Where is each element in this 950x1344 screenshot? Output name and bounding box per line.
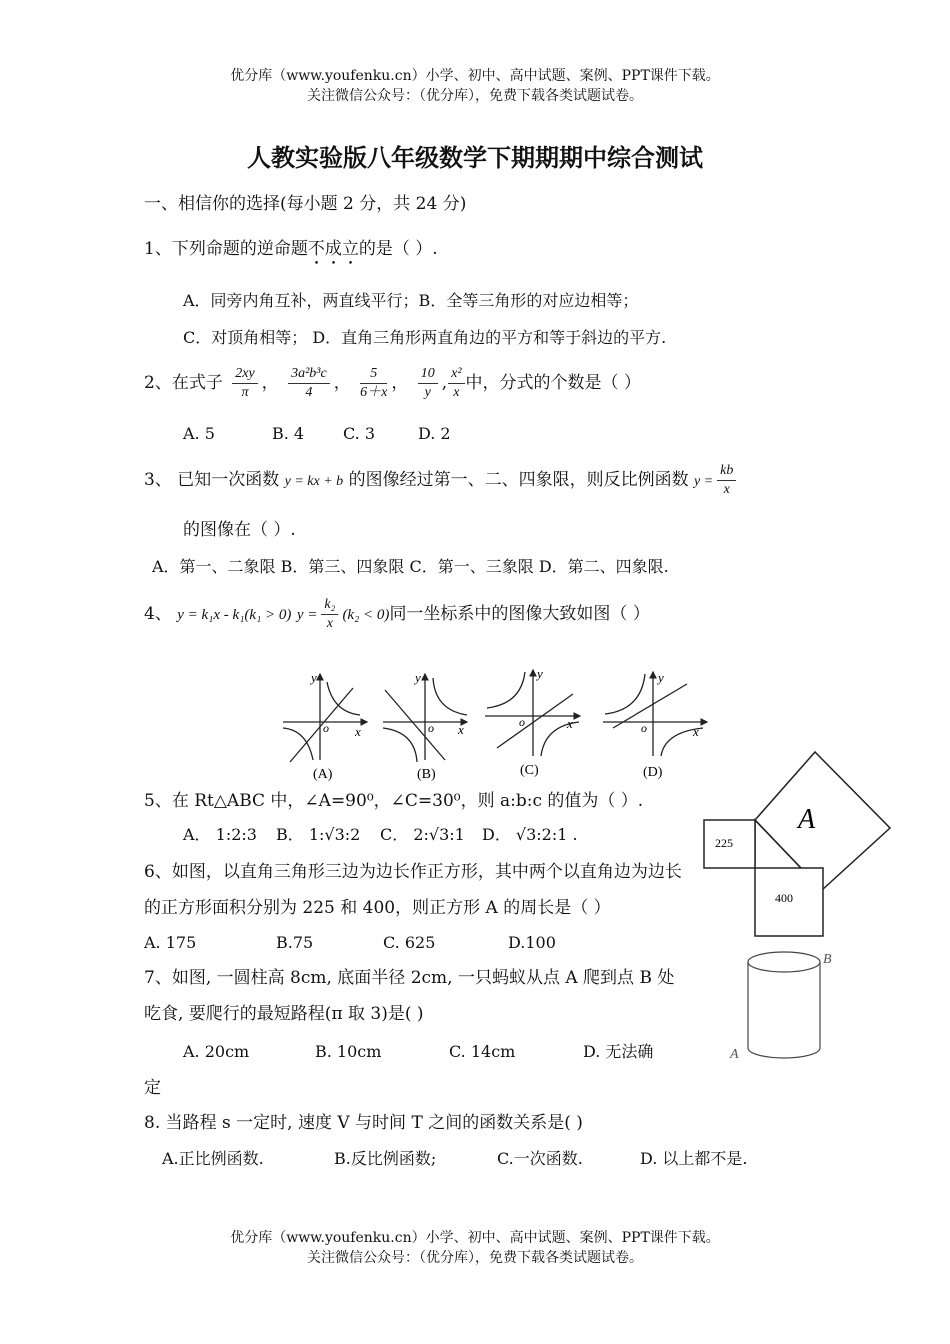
- q2-fraction-3: $\frac{5}{6+x}$: [360, 366, 388, 400]
- q7-line-1: 7、如图, 一圆柱高 8cm, 底面半径 2cm, 一只蚂蚁从点 A 爬到点 B 处: [144, 968, 675, 988]
- q8-option-b: B.反比例函数;: [334, 1149, 437, 1168]
- q1-emphasis: 不成立: [307, 239, 359, 259]
- q2-fraction-1: $\frac{2xy}{\pi}$: [232, 365, 257, 402]
- section-heading: 一、相信你的选择(每小题 2 分，共 24 分): [144, 194, 467, 214]
- q6-line-1: 6、如图，以直角三角形三边为边长作正方形，其中两个以直角边为边长: [144, 862, 682, 882]
- q8-option-d: D. 以上都不是.: [640, 1149, 748, 1168]
- q7-line-2: 吃食, 要爬行的最短路程(π 取 3)是( ): [144, 1004, 424, 1024]
- graph-c-label: (C): [520, 763, 539, 778]
- graph-d-x-label: x: [693, 724, 699, 739]
- q8-option-a: A.正比例函数.: [162, 1149, 264, 1168]
- q4-fraction: $\frac{\text{k₂}}{x}$: [321, 596, 338, 633]
- graph-a: [283, 674, 367, 762]
- q6-option-b: B.75: [276, 933, 314, 952]
- graph-a-y-label: y: [311, 670, 317, 685]
- page-title: 人教实验版八年级数学下期期期中综合测试: [247, 144, 703, 172]
- q1-post: 的是（ ）.: [358, 239, 438, 259]
- question-2: 2、在式子 $\frac{2xy}{\pi}$ ， $\frac{\text{3a²b³c}}{4}$ ， $\frac{5}{6+x}$ ， $\frac{10}{y}$ , $\frac{\text{x²}}{x}$ 中，分式的个数是（ ）: [144, 366, 641, 400]
- q7-tail: 定: [144, 1078, 161, 1098]
- question-4: [144, 596, 650, 633]
- graph-c-origin: o: [519, 715, 525, 729]
- cylinder-point-b: B: [823, 952, 832, 967]
- q6-option-a: A. 175: [144, 933, 197, 952]
- q2-fraction-5: $\frac{\text{x²}}{x}$: [448, 365, 464, 402]
- q8-option-c: C.一次函数.: [497, 1149, 583, 1168]
- q4-pre: 4、: [144, 604, 172, 624]
- header-line-2: 关注微信公众号：（优分库），免费下载各类试题试卷。: [307, 88, 643, 104]
- q7-option-a: A. 20cm: [183, 1042, 250, 1061]
- q5-option-d: D． √3:2:1 .: [482, 825, 578, 844]
- q6-squares-figure: [700, 750, 900, 950]
- q6-option-d: D.100: [508, 933, 556, 952]
- question-3: [144, 460, 740, 502]
- q7-option-b: B. 10cm: [315, 1042, 382, 1061]
- graph-b-y-label: y: [415, 670, 421, 685]
- graph-c-y-label: y: [537, 666, 543, 681]
- graph-a-label: (A): [313, 767, 333, 782]
- footer-line-1: 优分库（www.youfenku.cn）小学、初中、高中试题、案例、PPT课件下载。: [230, 1230, 720, 1246]
- graph-b: [383, 674, 467, 762]
- q2-post: 中，分式的个数是（ ）: [465, 373, 641, 393]
- q2-pre: 2、在式子: [144, 373, 223, 393]
- q5-option-a: A． 1:2:3: [183, 825, 257, 844]
- graph-b-label: (B): [417, 767, 436, 782]
- q3-fraction: $\frac{kb}{x}$: [717, 462, 736, 499]
- footer-line-2: 关注微信公众号：（优分库），免费下载各类试题试卷。: [307, 1250, 643, 1266]
- q7-cylinder-figure: [720, 940, 850, 1070]
- q2-option-b: B. 4: [272, 424, 305, 443]
- q5-option-b: B． 1:√3:2: [276, 825, 361, 844]
- q6-line-2: 的正方形面积分别为 225 和 400，则正方形 A 的周长是（ ）: [144, 898, 611, 918]
- q3-mid: 的图像经过第一、二、四象限，则反比例函数: [348, 470, 689, 490]
- q3-inverse-eq: y =: [694, 474, 714, 489]
- q4-post: 同一坐标系中的图像大致如图（ ）: [389, 604, 650, 624]
- q2-fraction-2: $\frac{\text{3a²b³c}}{4}$: [288, 365, 330, 402]
- graph-d-label: (D): [643, 765, 663, 780]
- graph-c-x-label: x: [567, 716, 573, 731]
- q7-option-c: C. 14cm: [449, 1042, 516, 1061]
- question-8: 8. 当路程 s 一定时, 速度 V 与时间 T 之间的函数关系是( ): [144, 1113, 583, 1133]
- graph-d-origin: o: [641, 721, 647, 735]
- q2-option-c: C. 3: [343, 424, 376, 443]
- square-400-label: 400: [775, 891, 793, 905]
- graph-b-x-label: x: [458, 722, 464, 737]
- graph-d: [603, 672, 707, 756]
- q2-option-a: A. 5: [183, 424, 215, 443]
- q3-line-2: 的图像在（ ）.: [183, 520, 296, 540]
- header-line-1: 优分库（www.youfenku.cn）小学、初中、高中试题、案例、PPT课件下载。: [230, 68, 720, 84]
- q3-options: A．第一、二象限 B．第三、四象限 C．第一、三象限 D．第二、四象限.: [152, 557, 669, 576]
- graph-c: [485, 670, 580, 756]
- graph-a-origin: o: [323, 721, 329, 735]
- q2-fraction-4: $\frac{10}{y}$: [418, 365, 438, 402]
- q4-graph-figure: [275, 660, 715, 785]
- q1-options-ab: A．同旁内角互补，两直线平行；B．全等三角形的对应边相等；: [183, 291, 639, 310]
- question-5: 5、在 Rt△ABC 中，∠A=90⁰，∠C=30⁰，则 a:b:c 的值为（ ）.: [144, 791, 644, 811]
- q1-pre: 1、下列命题的逆命题: [144, 239, 308, 259]
- q6-option-c: C. 625: [383, 933, 436, 952]
- q3-linear-eq: y = kx + b: [284, 474, 344, 489]
- q5-option-c: C． 2:√3:1: [380, 825, 465, 844]
- q4-condition: (k₂ < 0): [342, 607, 390, 623]
- q7-option-d: D. 无法确: [583, 1042, 654, 1061]
- q4-inverse-eq: y =: [296, 607, 318, 623]
- question-1: [144, 237, 438, 269]
- cylinder-point-a: A: [730, 1047, 739, 1062]
- q2-option-d: D. 2: [418, 424, 451, 443]
- square-a-label: A: [798, 804, 816, 835]
- q3-pre: 3、 已知一次函数: [144, 470, 280, 490]
- graph-b-origin: o: [428, 721, 434, 735]
- q1-options-cd: C．对顶角相等； D．直角三角形两直角边的平方和等于斜边的平方.: [183, 328, 667, 347]
- graph-a-x-label: x: [355, 724, 361, 739]
- q4-linear-eq: y = k₁x - k₁(k₁ > 0): [177, 607, 292, 623]
- square-225-label: 225: [715, 836, 733, 850]
- graph-d-y-label: y: [658, 670, 664, 685]
